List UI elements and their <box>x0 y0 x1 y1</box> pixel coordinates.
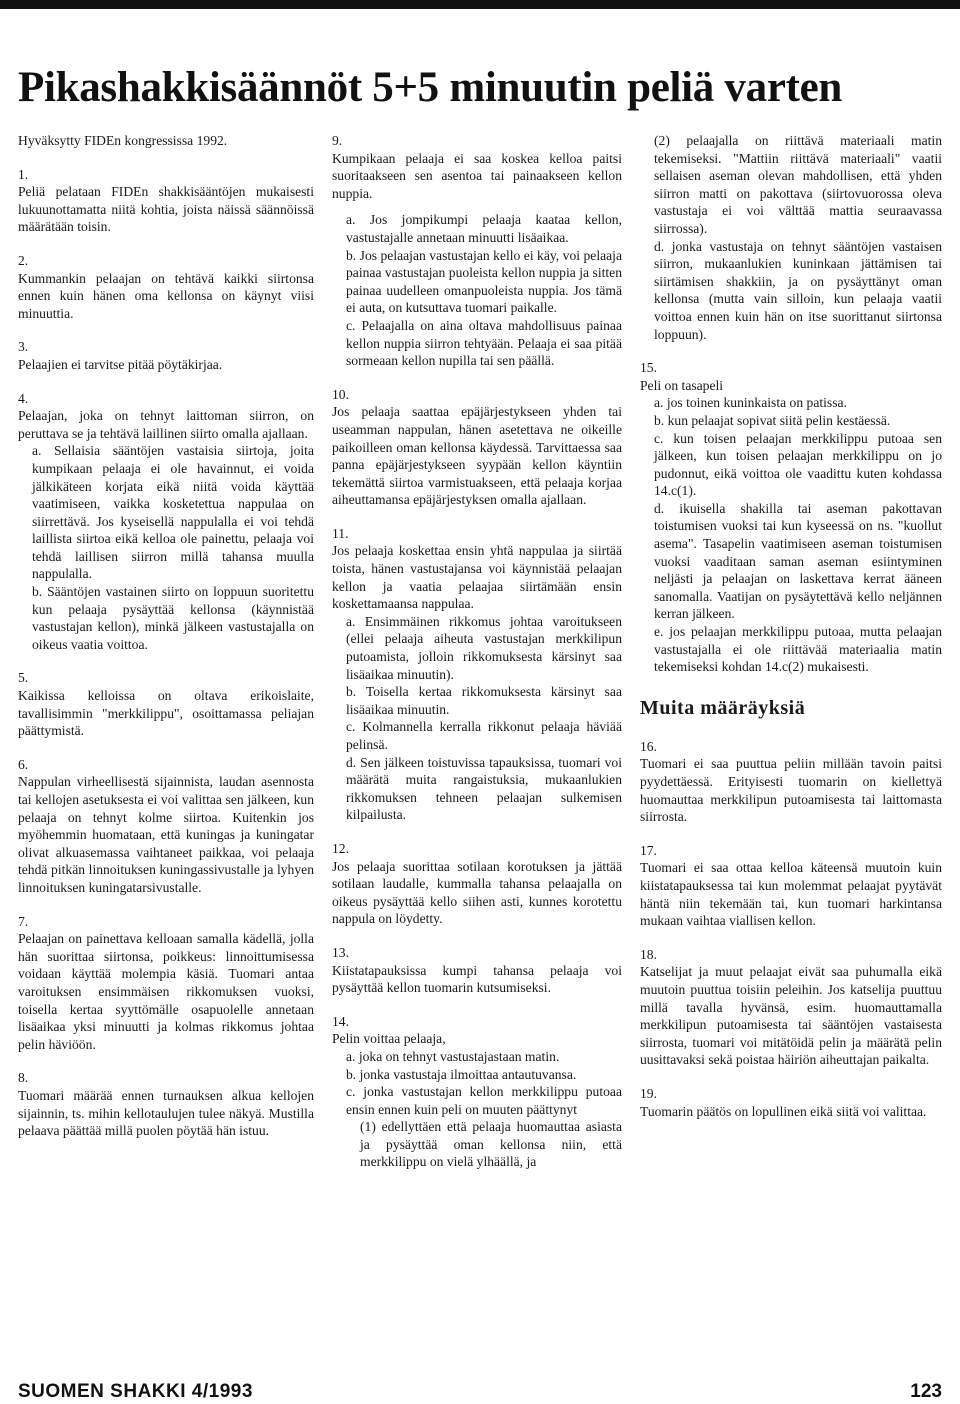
section-17-number: 17. <box>640 842 657 858</box>
section-13-text: Kiistatapauksissa kumpi tahansa pelaaja voi pysäyttää kellon tuomarin kutsumiseksi. <box>332 962 622 996</box>
publication-footer: SUOMEN SHAKKI 4/1993 <box>18 1381 253 1402</box>
section-10-number: 10. <box>332 386 349 402</box>
section-4-item-b: b. Sääntöjen vastainen siirto on loppuun suoritettu kun pelaaja pysäyttää kellonsa (käynnistää vastustajan kellon), minkä jälkeen vastustajalla on oikeus vaatia voittoa. <box>32 584 314 652</box>
section-9-item-c: c. Pelaajalla on aina oltava mahdollisuus painaa kellon nuppia siirron tehtyään. Pelaaja ei saa pitää sormeaan kellon nupilla tai sen päällä. <box>346 317 622 369</box>
section-12-number: 12. <box>332 840 349 856</box>
section-14-item-d: d. jonka vastustaja on tehnyt sääntöjen vastaisen siirron, mukaanlukien kuninkaan jättämisen tai siirtämisen shakkiin, ja on pysäyttänyt oman kellonsa (mutta vain silloin, kun pelaaja vaatii voittoa ennen kuin hän on itse suorittanut siirtonsa loppuun). <box>654 238 942 342</box>
section-12-text: Jos pelaaja suorittaa sotilaan korotuksen ja jättää sotilaan laudalle, kummalla tahansa pelaajalla on oikeus pysäyttää kello siihen asti, kunnes korotettu nappula on löydetty. <box>332 858 622 927</box>
section-13-number: 13. <box>332 944 349 960</box>
section-14-item-b: b. jonka vastustaja ilmoittaa antautuvansa. <box>346 1066 577 1082</box>
section-9-item-a: a. Jos jompikumpi pelaaja kaataa kellon, vastustajalle annetaan minuutti lisäaikaa. <box>346 212 622 245</box>
section-9-item-b: b. Jos pelaajan vastustajan kello ei käy, voi pelaaja painaa vastustajan puoleista kellon nuppia ja sitten painaa uudelleen omanpuoleista nuppia. Jos tämä ei auta, on kutsuttava tuomari paikalle. <box>346 247 622 316</box>
section-18-number: 18. <box>640 946 657 962</box>
section-15-text: Peli on tasapeli <box>640 377 724 393</box>
section-14-item-c1: (1) edellyttäen että pelaaja huomauttaa asiasta ja pysäyttää oman kellonsa niin, että merkkilippu on vielä ylhäällä, ja <box>360 1119 622 1170</box>
section-14-item-c: c. jonka vastustajan kellon merkkilippu putoaa ensin ennen kuin peli on muuten päättynyt <box>346 1084 622 1117</box>
section-subheading: Muita määräyksiä <box>640 696 806 719</box>
section-8-number: 8. <box>18 1070 29 1086</box>
section-18-text: Katselijat ja muut pelaajat eivät saa puhumalla eikä muutoin puuttua toisiin peleihin. Jos katselija puuttuu millä tavalla hyvänsä, esim. huomauttamalla merkkilipun putoamisesta tai sääntöjen vastaisesta siirrosta, tuomari voi mitätöidä pelin ja määrätä pelin uusittavaksi sekä poistaa häiriön aiheuttajan paikalta. <box>640 964 942 1068</box>
section-8-text: Tuomari määrää ennen turnauksen alkua kellojen sijainnin, ts. mihin kellotaulujen tulee näkyä. Mustilla pelaava päättää millä puolen pöytää hän istuu. <box>18 1087 314 1139</box>
section-19-number: 19. <box>640 1085 657 1101</box>
section-15-number: 15. <box>640 360 657 376</box>
column-2 <box>332 132 622 1171</box>
page-title: Pikashakkisäännöt 5+5 minuutin peliä varten <box>18 64 843 111</box>
section-1-text: Peliä pelataan FIDEn shakkisääntöjen mukaisesti lukuunottamatta niitä kohtia, joista näissä säännöissä määrätään toisin. <box>18 184 314 235</box>
section-1-number: 1. <box>18 166 29 182</box>
section-4-item-a: a. Sellaisia sääntöjen vastaisia siirtoja, joita kumpikaan pelaaja ei ole havainnut, ei voida jälkikäteen korjata eikä niitä voida käyttää vaatimiseen, vaikka kosketettua nappulaa on siirrettävä. Jos kyseisellä nappulalla ei voi tehdä laillista siirtoa eikä kelloa ole painettu, pelaaja voi tehdä laillisen siirron millä tahansa muulla nappulalla. <box>32 443 314 582</box>
section-2-text: Kummankin pelaajan on tehtävä kaikki siirtonsa ennen kuin hänen oma kellonsa on käynyt viisi minuuttia. <box>18 270 314 321</box>
top-rule <box>0 0 960 9</box>
section-7-text: Pelaajan on painettava kelloaan samalla kädellä, jolla hän suorittaa siirtonsa, poikkeus: linnoittumisessa voidaan käyttää molempia käsiä. Tuomari antaa varoituksen ensimmäisen rikkomuksen vuoksi, toisella kertaa syyttömälle osapuolelle annetaan lisäaikaa yksi minuutti ja kolmas rikkomus johtaa pelin häviöön. <box>18 931 314 1052</box>
section-11-item-d: d. Sen jälkeen toistuvissa tapauksissa, tuomari voi määrätä muita rangaistuksia, mukaanlukien rikkomuksen tehneen pelaajan sulkemisen kilpailusta. <box>346 754 622 823</box>
section-9-number: 9. <box>332 133 343 148</box>
section-16-text: Tuomari ei saa puuttua peliin millään tavoin paitsi pyydettäessä. Erityisesti tuomarin on kiellettyä huomauttaa merkkilipun putoamisesta tai laittomasta siirrosta. <box>640 756 942 825</box>
section-11-item-c: c. Kolmannella kerralla rikkonut pelaaja häviää pelinsä. <box>346 719 622 752</box>
section-11-item-b: b. Toisella kertaa rikkomuksesta kärsinyt saa lisäaikaa minuutin. <box>346 684 622 717</box>
section-5-number: 5. <box>18 670 29 686</box>
section-6-number: 6. <box>18 756 29 772</box>
section-4-text: Pelaajan, joka on tehnyt laittoman siirron, on peruttava se ja tehtävä laillinen siirto omalla ajallaan. <box>18 408 314 441</box>
column-1 <box>18 132 314 1140</box>
section-14-item-a: a. joka on tehnyt vastustajastaan matin. <box>346 1048 560 1064</box>
section-15-item-e: e. jos pelaajan merkkilippu putoaa, mutta pelaajan vastustajalla ei ole riittävää materiaalia matin tekemiseksi kohdan 14.c(2) mukaisesti. <box>654 624 942 675</box>
section-4-number: 4. <box>18 390 29 406</box>
section-17-text: Tuomari ei saa ottaa kelloa käteensä muutoin kuin kiistatapauksessa tai kun molemmat pelaajat pyytävät häntä niin tekemään tai, kun tuomari harkintansa mukaan vaihtaa viallisen kellon. <box>640 860 942 929</box>
section-19-text: Tuomarin päätös on lopullinen eikä siitä voi valittaa. <box>640 1103 927 1119</box>
section-11-item-a: a. Ensimmäinen rikkomus johtaa varoitukseen (ellei pelaaja aiheuta vastustajan merkkilipun putoamista, jolloin rikkomuksesta kärsinyt saa lisäaikaa minuutin). <box>346 613 622 682</box>
section-11-number: 11. <box>332 525 349 541</box>
page-number: 123 <box>910 1381 942 1402</box>
section-15-item-d: d. ikuisella shakilla tai aseman pakottavan toistumisen vuoksi tai kun kyseessä on ns. "kuollut asema". Tasapelin vaatimiseen aseman toistumisen vuoksi vaaditaan saman aseman esiintyminen neljästi ja pelaajan on laskettava kerrat ääneen sanomalla. Vaatijan on pysäytettävä kello neljännen kerran jälkeen. <box>654 500 942 622</box>
section-7-number: 7. <box>18 913 29 929</box>
subtitle: Hyväksytty FIDEn kongressissa 1992. <box>18 133 228 148</box>
section-5-text: Kaikissa kelloissa on oltava erikoislaite, tavallisimmin "merkkilippu", osoittamassa peliajan päättymistä. <box>18 688 314 739</box>
section-15-item-c: c. kun toisen pelaajan merkkilippu putoaa sen jälkeen, kun toisen pelaajan merkkilippu on jo pudonnut, eikä voittoa ole vaadittu kuten kohdassa 14.c(1). <box>654 430 942 499</box>
section-3-text: Pelaajien ei tarvitse pitää pöytäkirjaa. <box>18 356 223 372</box>
section-14-text: Pelin voittaa pelaaja, <box>332 1031 446 1047</box>
section-2-number: 2. <box>18 252 29 268</box>
section-15-item-b: b. kun pelaajat sopivat siitä pelin kestäessä. <box>654 412 891 428</box>
column-3 <box>640 132 942 1120</box>
section-11-text: Jos pelaaja koskettaa ensin yhtä nappulaa ja siirtää toista, hänen vastustajansa voi käynnistää pelaajan kellon ja vaatia pelaajaa siirtämään ensin koskettamaansa nappulaa. <box>332 543 622 612</box>
section-3-number: 3. <box>18 339 29 355</box>
section-15-item-a: a. jos toinen kuninkaista on patissa. <box>654 395 847 411</box>
section-10-text: Jos pelaaja saattaa epäjärjestykseen yhden tai useamman nappulan, hänen asetettava ne oikeille paikoilleen oman kellonsa käydessä. Tarvittaessa saa panna epäjärjestykseen syypään kellon käyntiin tekemättä siirtoa varmistuakseen, että pelaaja korjaa aiheuttamansa epäjärjestyksen omalla ajallaan. <box>332 404 622 508</box>
section-9-text: Kumpikaan pelaaja ei saa koskea kelloa paitsi suoritaakseen sen asentoa tai painaakseen kellon nuppia. <box>332 150 622 201</box>
section-6-text: Nappulan virheellisestä sijainnista, laudan asennosta tai kellojen asetuksesta ei voi valittaa sen jälkeen, kun pelaaja on tehnyt kolme siirtoa. Kuitenkin jos myöhemmin huomataan, että kuningas ja kuningatar olivat alkuasemassa vaihtaneet paikkaa, voi pelaaja tehdä pitkän linnoituksen kuningassivustalle ja lyhyen linnoituksen kuningatarsivustalle. <box>18 774 314 895</box>
section-14-item-c2: (2) pelaajalla on riittävä materiaali matin tekemiseksi. "Mattiin riittävä materiaali" vaatii sellaisen aseman olevan mahdollisen, että yhden siirron matti on pakottava (siirtovuorossa oleva vastustaja ei voi välttää mattia seuraavassa siirrossa). <box>654 133 942 236</box>
section-16-number: 16. <box>640 738 657 754</box>
section-14-number: 14. <box>332 1013 349 1029</box>
